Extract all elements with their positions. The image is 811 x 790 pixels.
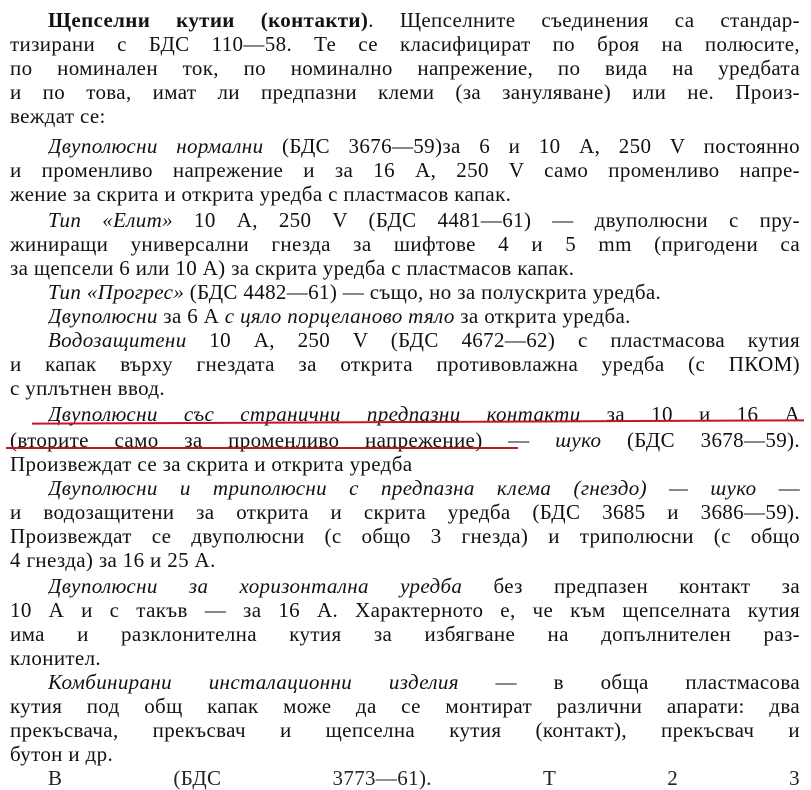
- italic-term: шуко: [555, 428, 602, 452]
- text-line: [10, 622, 800, 646]
- text-run: жиниращи универсални гнезда за шифтове 4 и 5 mm (пригодени са: [10, 232, 800, 256]
- text-run: (БДС 3676—59)за 6 и 10 А, 250 V постоянно: [263, 134, 800, 158]
- text-line: [10, 104, 800, 128]
- text-run: 10 А и с такъв — за 16 А. Характерното е, че към щепселната кутия: [10, 598, 800, 622]
- text-line: [10, 694, 800, 718]
- text-run: веждат се:: [10, 104, 106, 128]
- text-run: . Щепселните съединения са стандар-: [368, 8, 800, 32]
- text-line: [10, 182, 800, 206]
- text-line: [10, 56, 800, 80]
- italic-term: Комбинирани инсталационни изделия: [48, 670, 459, 694]
- text-line: [48, 8, 800, 32]
- text-run: има и разклонителна кутия за избягване на допълнителен раз-: [10, 622, 800, 646]
- text-line: [48, 208, 800, 232]
- text-run: В (БДС 3773—61). Т 2 3: [48, 766, 800, 790]
- text-line: [10, 718, 800, 742]
- text-run: за щепсели 6 или 10 А) за скрита уредба с пластмасов капак.: [10, 256, 575, 280]
- text-line: [10, 598, 800, 622]
- text-line: [10, 548, 800, 572]
- text-run: Произвеждат се за скрита и открита уредба: [10, 452, 413, 476]
- text-run: бутон и др.: [10, 742, 114, 766]
- italic-term: Двуполюсни със странични предпазни контакти: [48, 402, 581, 426]
- text-line: [10, 232, 800, 256]
- text-line: [48, 670, 800, 694]
- text-run: кутия под общ капак може да се монтират различни апарати: два: [10, 694, 800, 718]
- text-run: (вторите само за променливо напрежение) —: [10, 428, 556, 452]
- text-run: и капак върху гнездата за открита противовлажна уредба (с ПКОМ): [10, 352, 800, 376]
- text-run: тизирани с БДС 110—58. Те се класифицират по броя на полюсите,: [10, 32, 800, 56]
- text-line: [10, 742, 800, 766]
- text-run: жение за скрита и открита уредба с пластмасов капак.: [10, 182, 512, 206]
- text-line: [10, 646, 800, 670]
- text-run: и по това, имат ли предпазни клеми (за зануляване) или не. Произ-: [10, 80, 800, 104]
- text-line: [10, 452, 800, 476]
- text-line: [10, 32, 800, 56]
- text-line: [10, 256, 800, 280]
- text-run: и променливо напрежение и за 16 А, 250 V само променливо напре-: [10, 158, 800, 182]
- text-line: [10, 158, 800, 182]
- text-run: (БДС 3678—59).: [601, 428, 800, 452]
- text-line: [48, 328, 800, 352]
- text-run: по номинален ток, по номинално напрежение, по вида на уредбата: [10, 56, 800, 80]
- text-line: [48, 280, 800, 304]
- text-run: — в обща пластмасова: [458, 670, 800, 694]
- text-line: [10, 376, 800, 400]
- italic-term: Водозащитени: [48, 328, 187, 352]
- italic-term: Тип «Прогрес»: [48, 280, 185, 304]
- text-run: и водозащитени за открита и скрита уредба (БДС 3685 и 3686—59).: [10, 500, 800, 524]
- text-run: за 10 и 16 А: [580, 402, 800, 426]
- text-run: клонител.: [10, 646, 102, 670]
- text-run: прекъсвача, прекъсвач и щепселна кутия (контакт), прекъсвач и: [10, 718, 800, 742]
- red-underline-mark: [6, 447, 518, 449]
- italic-term: Двуполюсни нормални: [48, 134, 264, 158]
- text-run: —: [756, 476, 800, 500]
- text-run: 10 А, 250 V (БДС 4481—61) — двуполюсни с пру-: [172, 208, 800, 232]
- text-line: [10, 80, 800, 104]
- text-line: [48, 476, 800, 500]
- text-line: [48, 766, 800, 790]
- text-line: [48, 574, 800, 598]
- text-run: Произвеждат се двуполюсни (с общо 3 гнезда) и триполюсни (с общо: [10, 524, 800, 548]
- text-run: за открита уредба.: [454, 304, 631, 328]
- text-run: с уплътнен ввод.: [10, 376, 165, 400]
- text-run: за 6 А: [157, 304, 225, 328]
- italic-term: с цяло порцеланово тяло: [224, 304, 455, 328]
- text-run: 4 гнезда) за 16 и 25 А.: [10, 548, 216, 572]
- italic-term: Двуполюсни: [48, 304, 158, 328]
- text-line: [10, 352, 800, 376]
- text-run: 10 А, 250 V (БДС 4672—62) с пластмасова кутия: [186, 328, 800, 352]
- text-line: [10, 524, 800, 548]
- text-run: без предпазен контакт за: [462, 574, 800, 598]
- bold-heading: Щепселни кутии (контакти): [48, 8, 369, 32]
- text-line: [10, 500, 800, 524]
- italic-term: Двуполюсни за хоризонтална уредба: [48, 574, 463, 598]
- text-run: (БДС 4482—61) — също, но за полускрита уредба.: [184, 280, 662, 304]
- text-line: [48, 134, 800, 158]
- italic-term: Тип «Елит»: [48, 208, 173, 232]
- italic-term: Двуполюсни и триполюсни с предпазна клема (гнездо) — шуко: [48, 476, 757, 500]
- text-line: [48, 304, 800, 328]
